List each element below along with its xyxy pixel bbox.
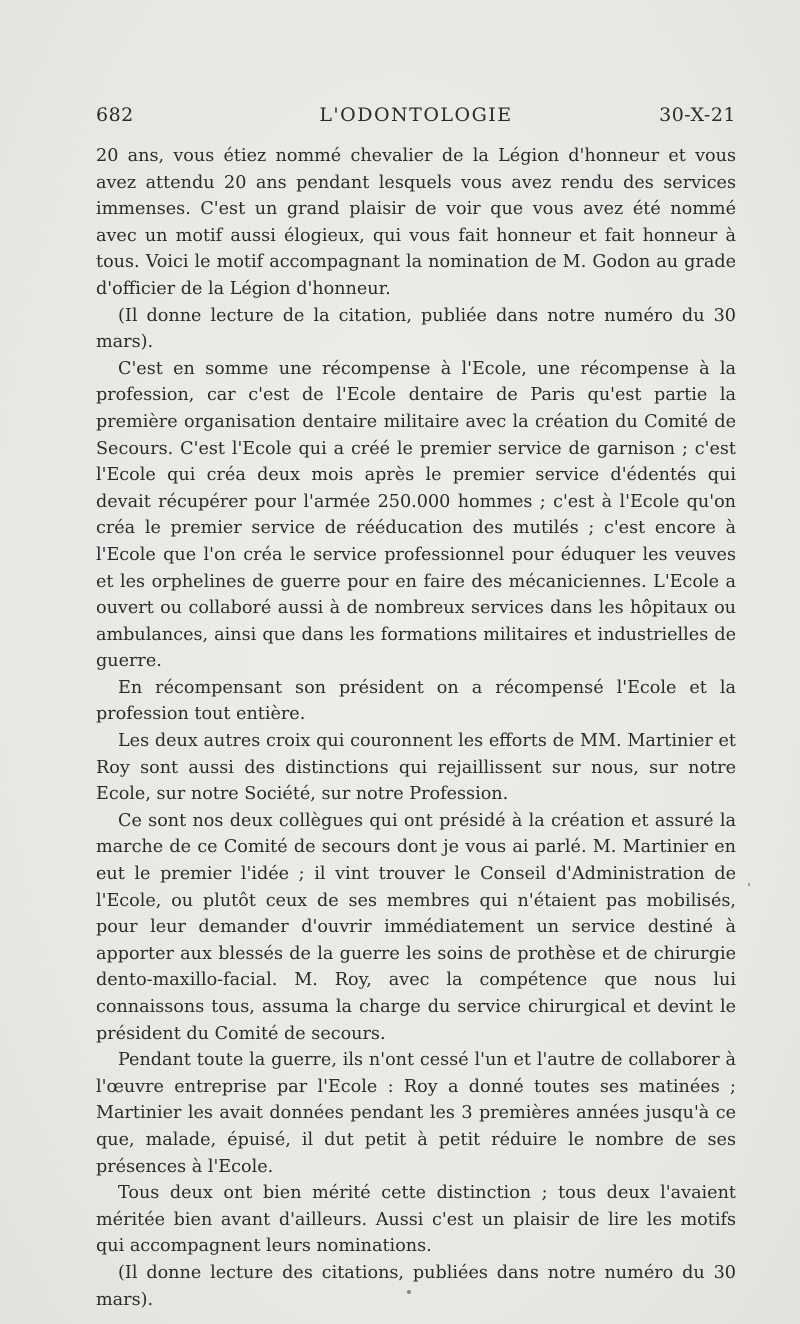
paragraph: Pendant toute la guerre, ils n'ont cessé l'un et l'autre de collaborer à l'œuvre entreprise par l'Ecole : Roy a donné toutes ses matinées ; Martinier les avait données pendant les 3 premières années jusqu'à ce que, malade, épuisé, il dut petit à petit réduire le nombre de ses présences à l'Ecole. — [96, 1050, 736, 1177]
paragraph: (Il donne lecture de la citation, publiée dans notre numéro du 30 mars). — [96, 305, 736, 353]
paragraph: Ce sont nos deux collègues qui ont présidé à la création et assuré la marche de ce Comité de secours dont je vous ai parlé. M. Martinier en eut le premier l'idée ; il vint trouver le Conseil d'Administration de l'Ecole, ou plutôt ceux de ses membres qui n'étaient pas mobilisés, pour leur demander d'ouvrir immédiatement un service destiné à apporter aux blessés de la guerre les soins de prothèse et de chirurgie dento-maxillo-facial. M. Roy, avec la compétence que nous lui connaissons tous, assuma la charge du service chirurgical et devint le président du Comité de secours. — [96, 810, 736, 1044]
paragraph: 20 ans, vous étiez nommé chevalier de la Légion d'honneur et vous avez attendu 20 ans pendant lesquels vous avez rendu des services immenses. C'est un grand plaisir de voir que vous avez été nommé avec un motif aussi élogieux, qui vous fait honneur et fait honneur à tous. Voici le motif accompagnant la nomination de M. Godon au grade d'officier de la Légion d'honneur. — [96, 146, 736, 299]
article-body — [96, 143, 736, 1313]
page-header — [96, 104, 736, 130]
issue-date: 30-X-21 — [659, 104, 736, 126]
paragraph: C'est en somme une récompense à l'Ecole, une récompense à la profession, car c'est de l'Ecole dentaire de Paris qu'est partie la première organisation dentaire militaire avec la création du Comité de Secours. C'est l'Ecole qui a créé le premier service de garnison ; c'est l'Ecole qui créa deux mois après le premier service d'édentés qui devait récupérer pour l'armée 250.000 hommes ; c'est à l'Ecole qu'on créa le premier service de rééducation des mutilés ; c'est encore à l'Ecole que l'on créa le service professionnel pour éduquer les veuves et les orphelines de guerre pour en faire des mécaniciennes. L'Ecole a ouvert ou collaboré aussi à de nombreux services dans les hôpitaux ou ambulances, ainsi que dans les formations militaires et industrielles de guerre. — [96, 358, 736, 672]
paragraph: (Il donne lecture des citations, publiées dans notre numéro du 30 mars). — [96, 1262, 736, 1310]
running-title: L'ODONTOLOGIE — [319, 104, 513, 126]
page-number: 682 — [96, 104, 134, 126]
paragraph: Les deux autres croix qui couronnent les efforts de MM. Martinier et Roy sont aussi des distinctions qui rejaillissent sur nous, sur notre Ecole, sur notre Société, sur notre Profession. — [96, 731, 736, 805]
paragraph: Tous deux ont bien mérité cette distinction ; tous deux l'avaient méritée bien avant d'ailleurs. Aussi c'est un plaisir de lire les motifs qui accompagnent leurs nominations. — [96, 1183, 736, 1257]
paper-speck — [407, 1290, 411, 1294]
paragraph: En récompensant son président on a récompensé l'Ecole et la profession tout entière. — [96, 677, 736, 725]
paper-speck — [748, 883, 750, 886]
